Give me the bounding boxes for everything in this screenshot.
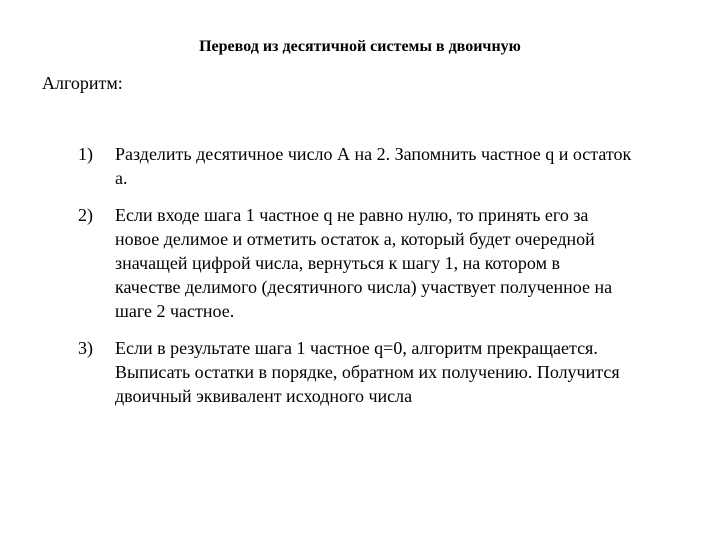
algorithm-heading: Алгоритм: bbox=[42, 73, 123, 93]
step-text bbox=[115, 336, 698, 408]
step-line: Если в результате шага 1 частное q=0, алгоритм прекращается. bbox=[115, 338, 598, 358]
page-title: Перевод из десятичной системы в двоичную bbox=[199, 38, 521, 55]
step-line: шаге 2 частное. bbox=[115, 301, 235, 321]
step-3 bbox=[78, 336, 698, 408]
step-number: 2) bbox=[78, 205, 93, 225]
step-text bbox=[115, 203, 698, 323]
step-line: двоичный эквивалент исходного числа bbox=[115, 386, 413, 406]
step-line: а. bbox=[115, 168, 128, 188]
step-line: Выписать остатки в порядке, обратном их получению. Получится bbox=[115, 362, 620, 382]
step-line: новое делимое и отметить остаток а, который будет очередной bbox=[115, 229, 595, 249]
step-line: Разделить десятичное число А на 2. Запомнить частное q и остаток bbox=[115, 144, 632, 164]
step-text bbox=[115, 142, 698, 190]
step-2 bbox=[78, 203, 698, 323]
step-line: значащей цифрой числа, вернуться к шагу 1, на котором в bbox=[115, 253, 560, 273]
step-1 bbox=[78, 142, 698, 190]
step-line: качестве делимого (десятичного числа) участвует полученное на bbox=[115, 277, 613, 297]
step-number: 1) bbox=[78, 144, 93, 164]
algorithm-steps-list bbox=[78, 142, 698, 421]
step-number: 3) bbox=[78, 338, 93, 358]
step-line: Если входе шага 1 частное q не равно нулю, то принять его за bbox=[115, 205, 589, 225]
